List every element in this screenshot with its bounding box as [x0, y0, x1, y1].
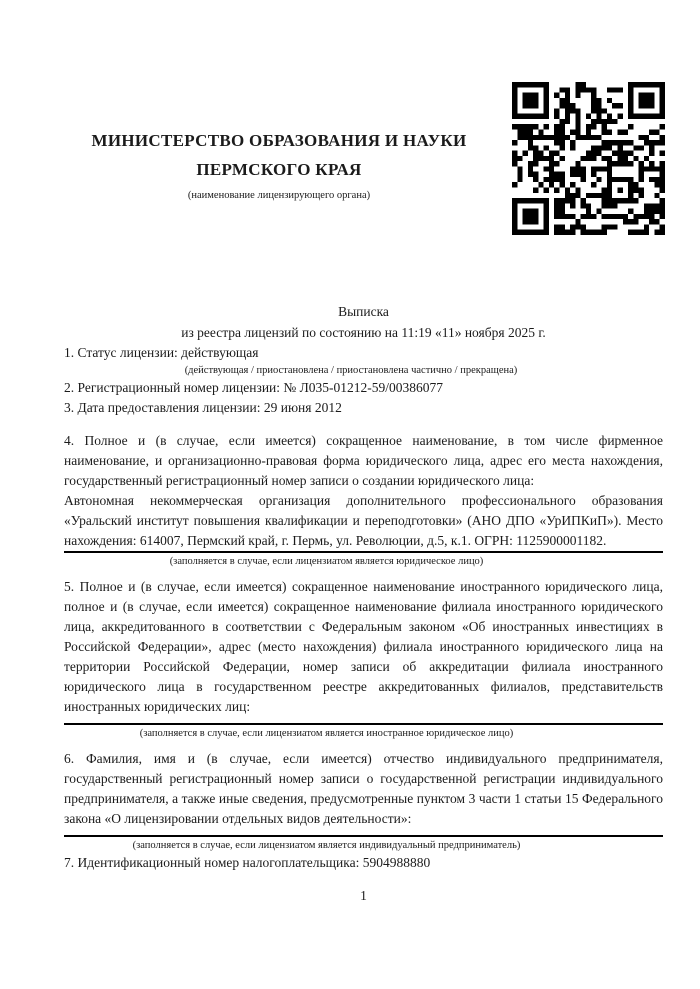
- foreign-entity-question: 5. Полное и (в случае, если имеется) сокращенное наименование иностранного юридического лица, полное и (в случае, если имеется) сокращенное наименование филиала иностранного юридического лица, аккредитованного в соответствии с Федеральным законом «Об иностранных инвестициях в Российской Федерации», адрес (место нахождения) филиала иностранного юридического лица на территории Российской Федерации, номер записи об аккредитации филиала иностранного юридического лица в государственном реестре аккредитованных филиалов, представительств иностранных юридических лиц:: [64, 579, 663, 714]
- qr-code-icon: [512, 82, 665, 235]
- item-registration-number: 2. Регистрационный номер лицензии: № Л035-01212-59/00386077: [64, 380, 444, 395]
- licensing-authority-block: [64, 82, 494, 203]
- item-entrepreneur: [64, 749, 663, 853]
- entrepreneur-question: 6. Фамилия, имя и (в случае, если имеется) отчество индивидуального предпринимателя, государственный регистрационный номер записи о государственной регистрации индивидуального предпринимателя, а также иные сведения, предусмотренные пунктом 3 части 1 статьи 15 Федерального закона «О лицензировании отдельных видов деятельности»:: [64, 751, 663, 826]
- title-line1: Выписка: [338, 304, 389, 319]
- item-legal-entity: [64, 431, 663, 569]
- fill-in-line: [64, 835, 663, 837]
- document-body: [0, 343, 700, 906]
- item-foreign-entity: [64, 577, 663, 741]
- item-grant-date: 3. Дата предоставления лицензии: 29 июня 2012: [64, 400, 342, 415]
- item-taxpayer-number: 7. Идентификационный номер налогоплательщика: 5904988880: [64, 855, 431, 870]
- fill-in-line: [64, 551, 663, 553]
- ministry-name: [64, 126, 494, 184]
- entrepreneur-caption: (заполняется в случае, если лицензиатом является индивидуальный предприниматель): [132, 840, 521, 851]
- document-title: [0, 301, 700, 343]
- page-number: 1: [360, 888, 367, 903]
- foreign-entity-caption: (заполняется в случае, если лицензиатом является иностранное юридическое лицо): [139, 728, 514, 739]
- fill-in-line: [64, 723, 663, 725]
- legal-entity-value: Автономная некоммерческая организация дополнительного профессионального образования «Уральский институт повышения квалификации и переподготовки» (АНО ДПО «УрИПКиП»). Место нахождения: 614007, Пермский край, г. Пермь, ул. Революции, д.5, к.1. ОГРН: 1125900001182.: [64, 493, 663, 548]
- item-license-status: 1. Статус лицензии: действующая: [64, 345, 259, 360]
- legal-entity-question: 4. Полное и (в случае, если имеется) сокращенное наименование, в том числе фирменное наименование, и организационно-правовая форма юридического лица, адрес его места нахождения, государственный регистрационный номер записи о создании юридического лица:: [64, 433, 663, 488]
- ministry-caption: (наименование лицензирующего органа): [187, 190, 371, 201]
- ministry-name-line1: МИНИСТЕРСТВО ОБРАЗОВАНИЯ И НАУКИ: [91, 131, 467, 150]
- status-options-caption: (действующая / приостановлена / приостановлена частично / прекращена): [184, 365, 518, 376]
- title-line2: из реестра лицензий по состоянию на 11:19 «11» ноября 2025 г.: [181, 325, 546, 340]
- ministry-name-line2: ПЕРМСКОГО КРАЯ: [196, 160, 362, 179]
- legal-entity-caption: (заполняется в случае, если лицензиатом является юридическое лицо): [169, 556, 484, 567]
- document-header: [0, 0, 700, 235]
